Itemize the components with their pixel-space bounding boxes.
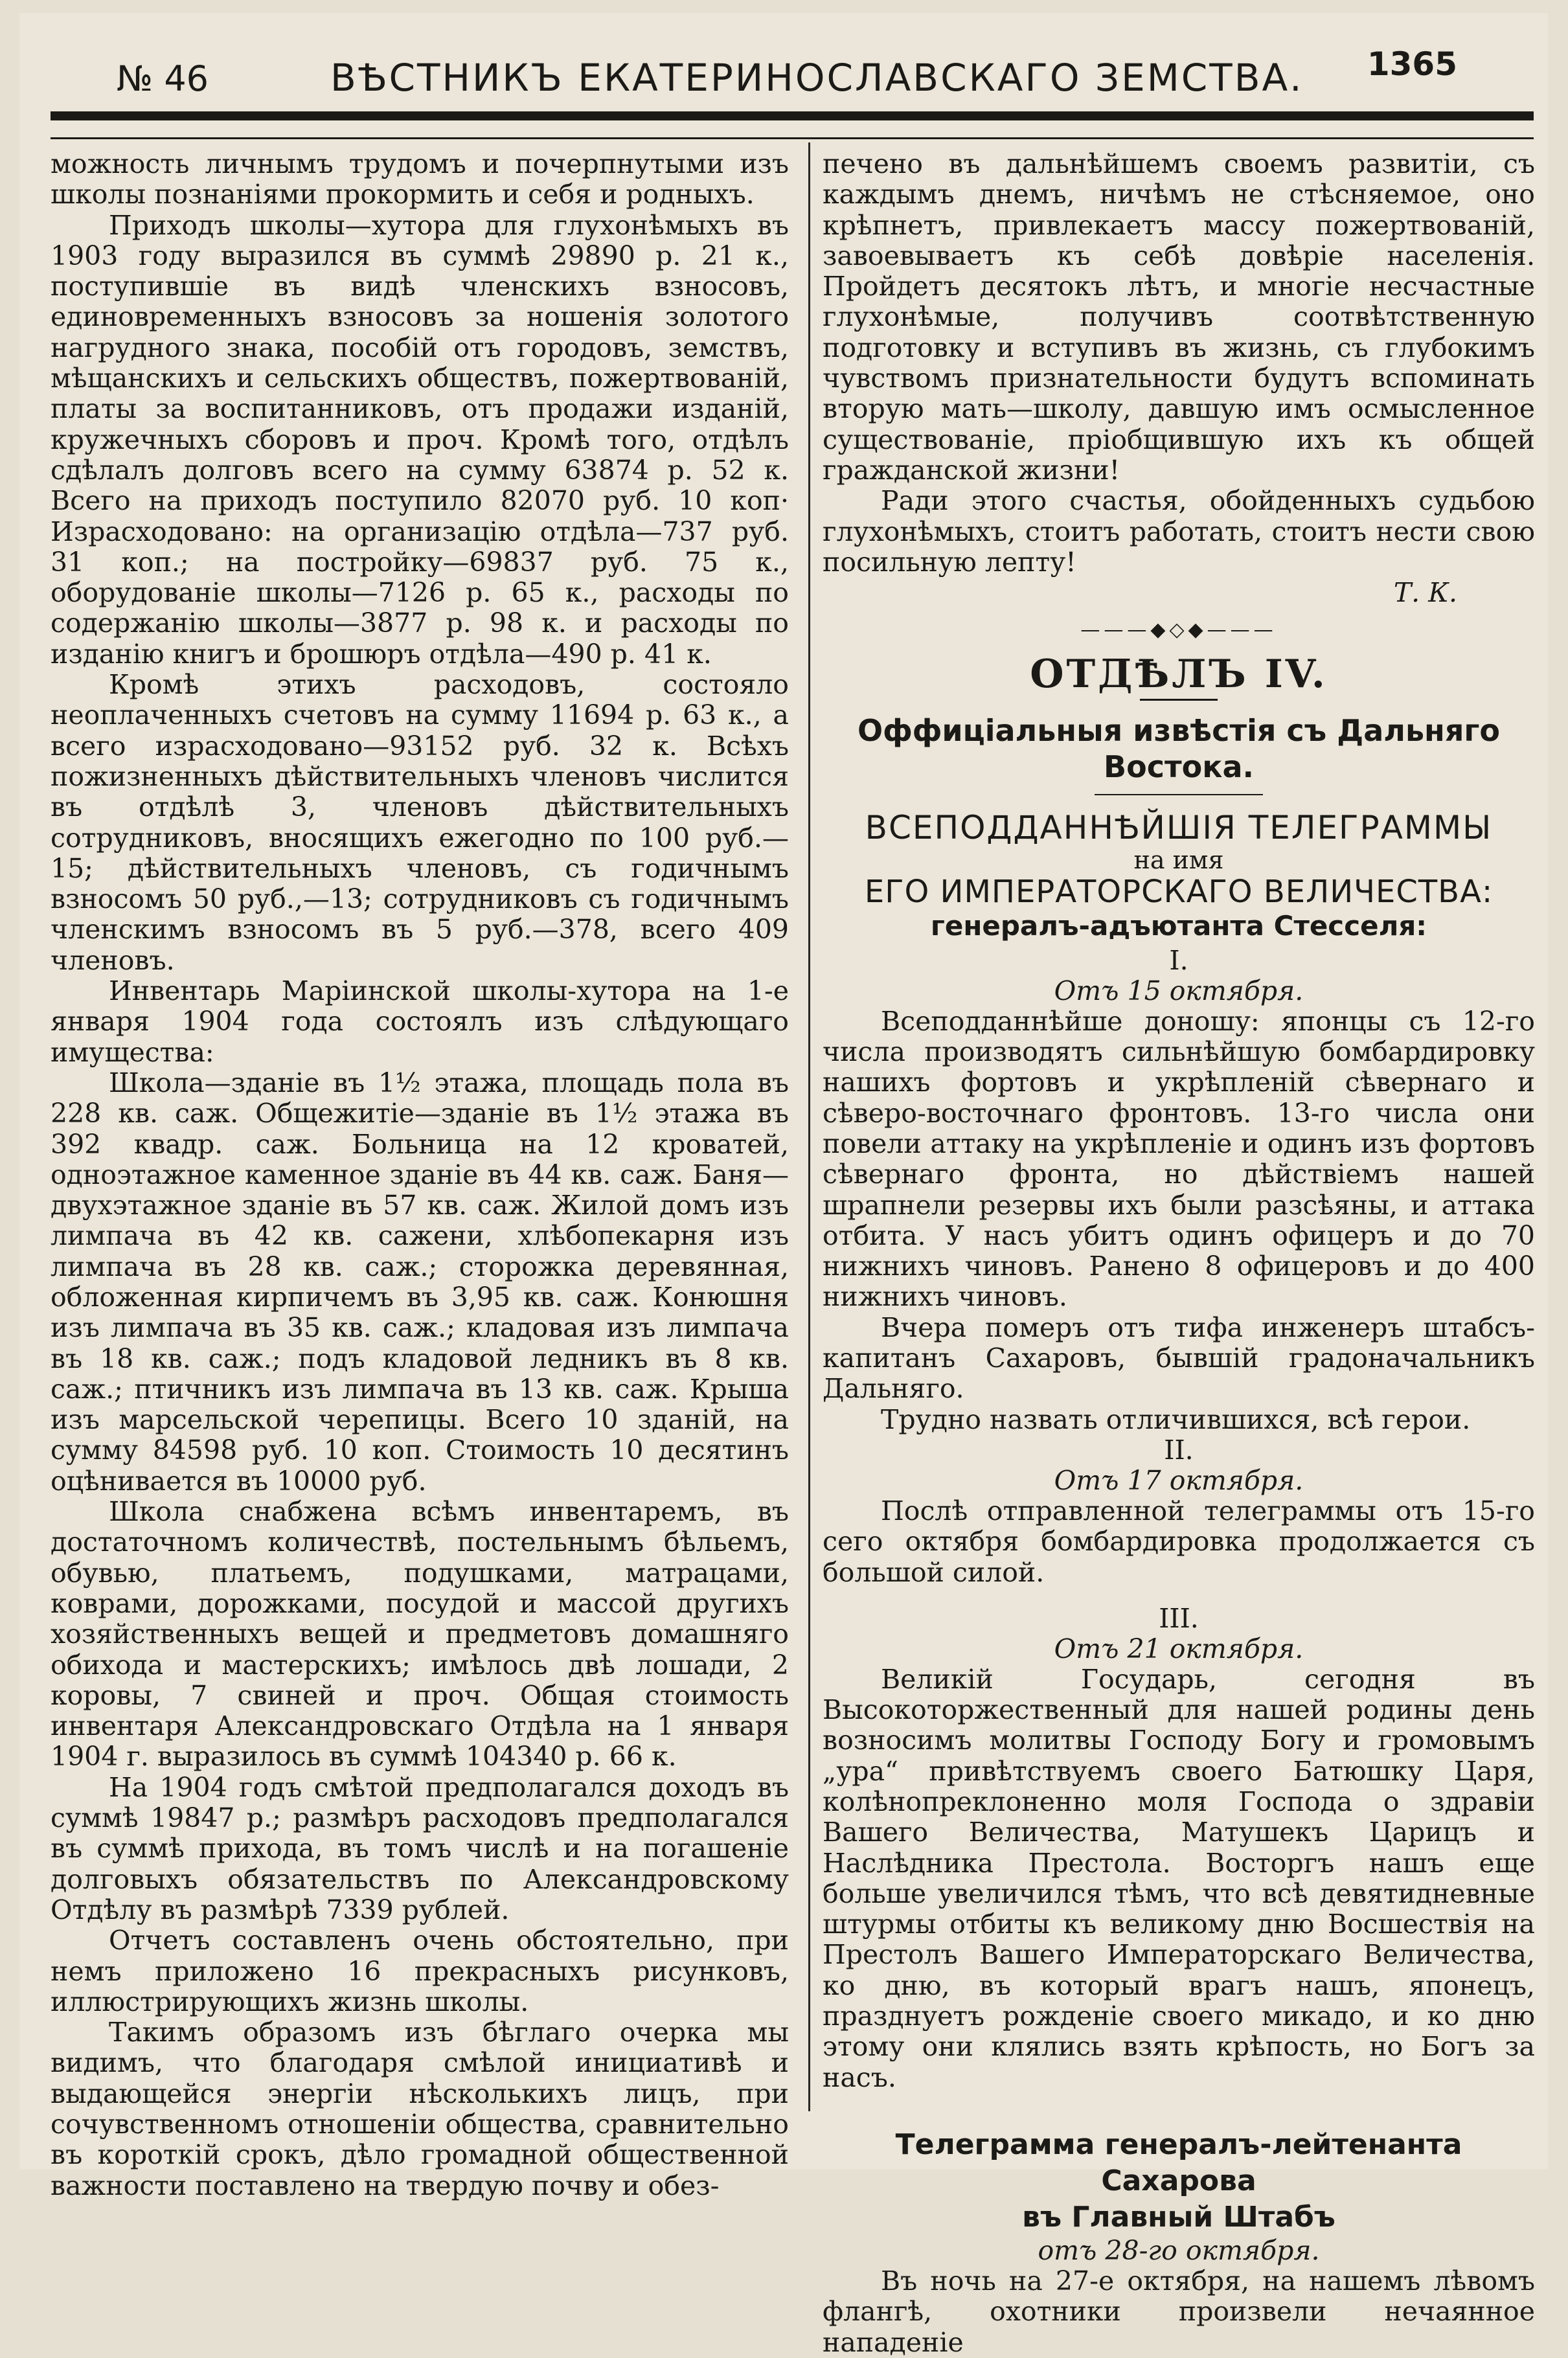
telegrams-addressee-prefix: на имя [1133, 845, 1224, 874]
section-subheading: Оффиціальныя извѣстія съ Дальняго Востока. [858, 712, 1500, 784]
paragraph: Такимъ образомъ изъ бѣглаго очерка мы видимъ, что благодаря смѣлой инициативѣ и выдающейся энергіи нѣсколькихъ лицъ, при сочувственномъ отношеніи общества, сравнительно въ короткій срокъ, дѣло громадной общественной важности поставлено на твердую почву и обез- [51, 2017, 789, 2201]
paragraph: Ради этого счастья, обойденныхъ судьбою глухонѣмыхъ, стоитъ работать, стоитъ нести свою посильную лепту! [823, 485, 1535, 578]
telegram-number: I. [1169, 944, 1188, 976]
telegrams-addressee: ЕГО ИМПЕРАТОРСКАГО ВЕЛИЧЕСТВА: [864, 873, 1494, 910]
telegram-date: Отъ 15 октября. [1054, 975, 1304, 1006]
paragraph: можность личнымъ трудомъ и почерпнутыми изъ школы познаніями прокормить и себя и родныхъ. [51, 148, 789, 210]
paragraph: Приходъ школы—хутора для глухонѣмыхъ въ 1903 году выразился въ суммѣ 29890 р. 21 к., поступившіе въ видѣ членскихъ взносовъ, единовременныхъ взносовъ за ношенія золотого нагрудного знака, пособій отъ городовъ, земствъ, мѣщанскихъ и сельскихъ обществъ, пожертвованій, платы за воспитанниковъ, отъ продажи изданій, кружечныхъ сборовъ и проч. Кромѣ того, отдѣлъ сдѣлалъ долговъ всего на сумму 63874 р. 52 к. Всего на приходъ поступило 82070 руб. 10 коп· Израсходовано: на организацію отдѣла—737 руб. 31 коп.; на постройку—69837 руб. 75 к., оборудованіе школы—7126 р. 65 к., расходы по содержанію школы—3877 р. 98 к. и расходы по изданію книгъ и брошюръ отдѣла—490 р. 41 к. [51, 209, 789, 670]
page-number: 1365 [1367, 45, 1457, 83]
column-divider [808, 142, 810, 2111]
journal-title: ВѢСТНИКЪ ЕКАТЕРИНОСЛАВСКАГО ЗЕМСТВА. [330, 56, 1304, 100]
paragraph: Трудно назвать отличившихся, всѣ герои. [881, 1403, 1471, 1435]
newspaper-page [19, 13, 1548, 2358]
paragraph: Школа—зданіе въ 1½ этажа, площадь пола въ 228 кв. саж. Общежитіе—зданіе въ 1½ этажа въ 392 квадр. саж. Больница на 12 кроватей, одноэтажное каменное зданіе въ 44 кв. саж. Баня—двухэтажное зданіе въ 57 кв. саж. Жилой домъ изъ лимпача въ 42 кв. сажени, хлѣбопекарня изъ лимпача въ 28 кв. саж.; сторожка деревянная, обложенная кирпичемъ въ 3,95 кв. саж. Конюшня изъ лимпача въ 35 кв. саж.; кладовая изъ лимпача въ 18 кв. саж.; подъ кладовой ледникъ въ 8 кв. саж.; птичникъ изъ лимпача въ 13 кв. саж. Крыша изъ марсельской черепицы. Всего 10 зданій, на сумму 84598 руб. 10 коп. Стоимость 10 десятинъ оцѣнивается въ 10000 руб. [51, 1067, 789, 1497]
page-header [117, 39, 1509, 117]
paragraph: Всеподданнѣйше доношу: японцы съ 12-го числа производятъ сильнѣйшую бомбардировку нашихъ фортовъ и укрѣпленій сѣвернаго и сѣверо-восточнаго фронтовъ. 13-го числа они повели аттаку на укрѣпленіе и одинъ изъ фортовъ сѣвернаго фронта, но дѣйствіемъ нашей шрапнели резервы ихъ были разсѣяны, и аттака отбита. У насъ убитъ одинъ офицеръ и до 70 нижнихъ чиновъ. Ранено 8 офицеровъ и до 400 нижнихъ чиновъ. [823, 1005, 1535, 1313]
telegram-date: Отъ 21 октября. [1054, 1633, 1304, 1664]
right-column [823, 149, 1535, 2358]
section-title: ОТДѢЛЪ IV. [1030, 651, 1328, 697]
paragraph: Школа снабжена всѣмъ инвентаремъ, въ достаточномъ количествѣ, постельнымъ бѣльемъ, обувью, платьемъ, подушками, матрацами, коврами, дорожками, посудой и массой другихъ хозяйственныхъ вещей и предметовъ домашняго обихода и мастерскихъ; имѣлось двѣ лошади, 2 коровы, 7 свиней и проч. Общая стоимость инвентаря Александровскаго Отдѣла на 1 января 1904 г. выразилось въ суммѣ 104340 р. 66 к. [51, 1496, 789, 1773]
paragraph: Вчера померъ отъ тифа инженеръ штабсъ-капитанъ Сахаровъ, бывшій градоначальникъ Дальняго. [823, 1311, 1535, 1405]
paragraph: Въ ночь на 27-е октября, на нашемъ лѣвомъ флангѣ, охотники произвели нечаянное нападеніе [823, 2265, 1535, 2358]
paragraph: Послѣ отправленной телеграммы отъ 15-го сего октября бомбардировка продолжается съ большой силой. [823, 1495, 1535, 1588]
ornament-divider: ———◆◇◆——— [1080, 618, 1277, 642]
telegram-heading: Телеграмма генералъ-лейтенанта Сахарова [895, 2127, 1462, 2197]
paragraph: На 1904 годъ смѣтой предполагался доходъ въ суммѣ 19847 р.; размѣръ расходовъ предполагался въ суммѣ прихода, въ томъ числѣ и на погашеніе долговыхъ обязательствъ по Александровскому Отдѣлу въ размѣрѣ 7339 рублей. [51, 1771, 789, 1925]
telegram-number: III. [1159, 1602, 1199, 1634]
signature: Т. К. [1393, 577, 1457, 609]
divider [1095, 794, 1263, 795]
telegrams-author: генералъ-адъютанта Стесселя: [930, 909, 1427, 942]
paragraph: Отчетъ составленъ очень обстоятельно, при немъ приложено 16 прекрасныхъ рисунковъ, иллюстрирующихъ жизнь школы. [51, 1925, 789, 2017]
telegram-number: II. [1164, 1434, 1194, 1466]
telegram-date: отъ 28-го октября. [1038, 2234, 1320, 2266]
telegram-date: Отъ 17 октября. [1054, 1464, 1304, 1496]
paragraph: Кромѣ этихъ расходовъ, состояло неоплаченныхъ счетовъ на сумму 11694 р. 63 к., а всего израсходовано—93152 руб. 32 к. Всѣхъ пожизненныхъ дѣйствительныхъ членовъ числится въ отдѣлѣ 3, членовъ дѣйствительныхъ сотрудниковъ, вносящихъ ежегодно по 100 руб.—15; дѣйствительныхъ членовъ, съ годичнымъ взносомъ 50 руб.,—13; сотрудниковъ съ годичнымъ членскимъ взносомъ въ 5 руб.—378, всего 409 членовъ. [51, 669, 789, 976]
header-rule [51, 111, 1534, 120]
issue-number: № 46 [117, 58, 209, 99]
header-rule-thin [51, 137, 1534, 139]
telegram-heading: въ Главный Штабъ [1022, 2200, 1335, 2234]
section-rule [1140, 699, 1218, 701]
left-column [51, 149, 789, 2201]
paragraph: печено въ дальнѣйшемъ своемъ развитіи, съ каждымъ днемъ, ничѣмъ не стѣсняемое, оно крѣпнетъ, привлекаетъ массу пожертвованій, завоевываетъ къ себѣ довѣріе населенія. Пройдетъ десятокъ лѣтъ, и многіе несчастные глухонѣмые, получивъ соотвѣтственную подготовку и вступивъ въ жизнь, съ глубокимъ чувствомъ признательности будутъ вспоминать вторую мать—школу, давшую имъ осмысленное существованіе, пріобщившую ихъ къ общей гражданской жизни! [823, 148, 1535, 486]
telegrams-heading: ВСЕПОДДАННѢЙШІЯ ТЕЛЕГРАММЫ [865, 808, 1493, 846]
paragraph: Инвентарь Маріинской школы-хутора на 1-е января 1904 года состоялъ изъ слѣдующаго имущества: [51, 975, 789, 1068]
paragraph: Великій Государь, сегодня въ Высокоторжественный для нашей родины день возносимъ молитвы Господу Богу и громовымъ „ура“ привѣтствуемъ своего Батюшку Царя, колѣнопреклоненно моля Господа о здравіи Вашего Величества, Матушекъ Царицъ и Наслѣдника Престола. Восторгъ нашъ еще больше увеличился тѣмъ, что всѣ девятидневные штурмы отбиты къ великому дню Восшествія на Престолъ Вашего Императорскаго Величества, ко дню, въ который врагъ нашъ, японецъ, празднуетъ рожденіе своего микадо, и ко дню этому они клялись взять крѣпость, но Богъ за насъ. [823, 1663, 1535, 2093]
